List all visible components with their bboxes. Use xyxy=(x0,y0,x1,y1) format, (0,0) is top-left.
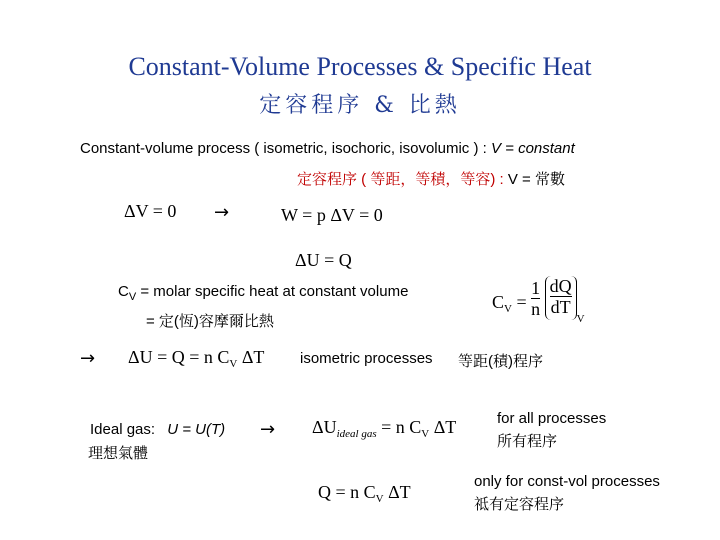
ideal-gas-label-zh: 理想氣體 xyxy=(88,445,149,462)
only-const-label-zh: 祗有定容程序 xyxy=(474,496,565,513)
definition-value: V = constant xyxy=(490,140,575,157)
title-english: Constant-Volume Processes & Specific Heat xyxy=(128,52,592,81)
definition-text-zh: 定容程序 ( 等距，等積，等容) : xyxy=(297,171,508,188)
cv-subscript: V xyxy=(128,291,137,303)
cv-def-sub: V xyxy=(504,302,512,315)
equation-delta-v: ΔV = 0 xyxy=(124,201,177,221)
equation-work: W = p ΔV = 0 xyxy=(281,205,383,225)
definition-line-chinese xyxy=(297,168,565,189)
equation-cv-definition: $C_V$ = $\frac{1}{n}$ $\frac{dQ}{dT}$ $_V$ xyxy=(492,276,585,326)
eq-main-tail: ΔT xyxy=(237,347,265,367)
parenthesis-group xyxy=(545,276,577,320)
isometric-label-zh: 等距(積)程序 xyxy=(458,353,543,370)
isometric-label: isometric processes xyxy=(300,350,433,367)
frac-den-dt: dT xyxy=(550,297,571,317)
implies-arrow-3: → xyxy=(260,419,276,440)
eq-q-body: Q = n C xyxy=(318,482,376,502)
eq-q-tail: ΔT xyxy=(383,482,411,502)
equation-main xyxy=(128,347,264,370)
implies-arrow-2: → xyxy=(80,348,96,369)
equation-delta-u-q: ΔU = Q xyxy=(295,250,352,270)
definition-line-english xyxy=(80,140,575,157)
title-chinese: 定容程序 & 比熱 xyxy=(259,93,461,118)
cv-definition-zh: = 定(恆)容摩爾比熱 xyxy=(146,313,274,330)
eq-ideal-tail: ΔT xyxy=(429,417,457,437)
ideal-gas-label: Ideal gas: xyxy=(90,421,160,438)
equation-q xyxy=(318,482,411,505)
only-const-label: only for const-vol processes xyxy=(474,473,660,490)
definition-text: Constant-volume process ( isometric, isochoric, isovolumic ) : xyxy=(80,140,491,157)
frac-num-1: 1 xyxy=(531,277,541,298)
eq-ideal-lhs: ΔU xyxy=(312,417,337,437)
eq-q-sub: V xyxy=(375,493,384,505)
eq-ideal-sub: ideal gas xyxy=(336,428,377,440)
cv-symbol: C xyxy=(118,283,129,300)
cv-definition-text xyxy=(118,283,408,303)
cv-description: = molar specific heat at constant volume xyxy=(136,283,409,300)
frac-den-n: n xyxy=(531,298,541,319)
definition-value-zh: V = 常數 xyxy=(507,171,565,188)
implies-arrow-1: → xyxy=(214,202,230,223)
for-all-label-zh: 所有程序 xyxy=(497,433,558,450)
frac-num-dq: dQ xyxy=(549,276,572,296)
ideal-gas-eq: U = U(T) xyxy=(167,421,226,438)
frac-one-over-n xyxy=(531,278,540,319)
cv-def-outer-sub: V xyxy=(576,313,585,326)
frac-dq-dt xyxy=(550,276,572,317)
eq-main-sub: V xyxy=(229,358,238,370)
equation-ideal-gas xyxy=(312,417,456,440)
eq-ideal-v-sub: V xyxy=(421,428,430,440)
for-all-label: for all processes xyxy=(497,410,607,427)
eq-main-body: ΔU = Q = n C xyxy=(128,347,230,367)
ideal-gas-line xyxy=(90,421,225,438)
cv-def-symbol: C xyxy=(492,291,505,312)
eq-ideal-rhs: = n C xyxy=(376,417,422,437)
